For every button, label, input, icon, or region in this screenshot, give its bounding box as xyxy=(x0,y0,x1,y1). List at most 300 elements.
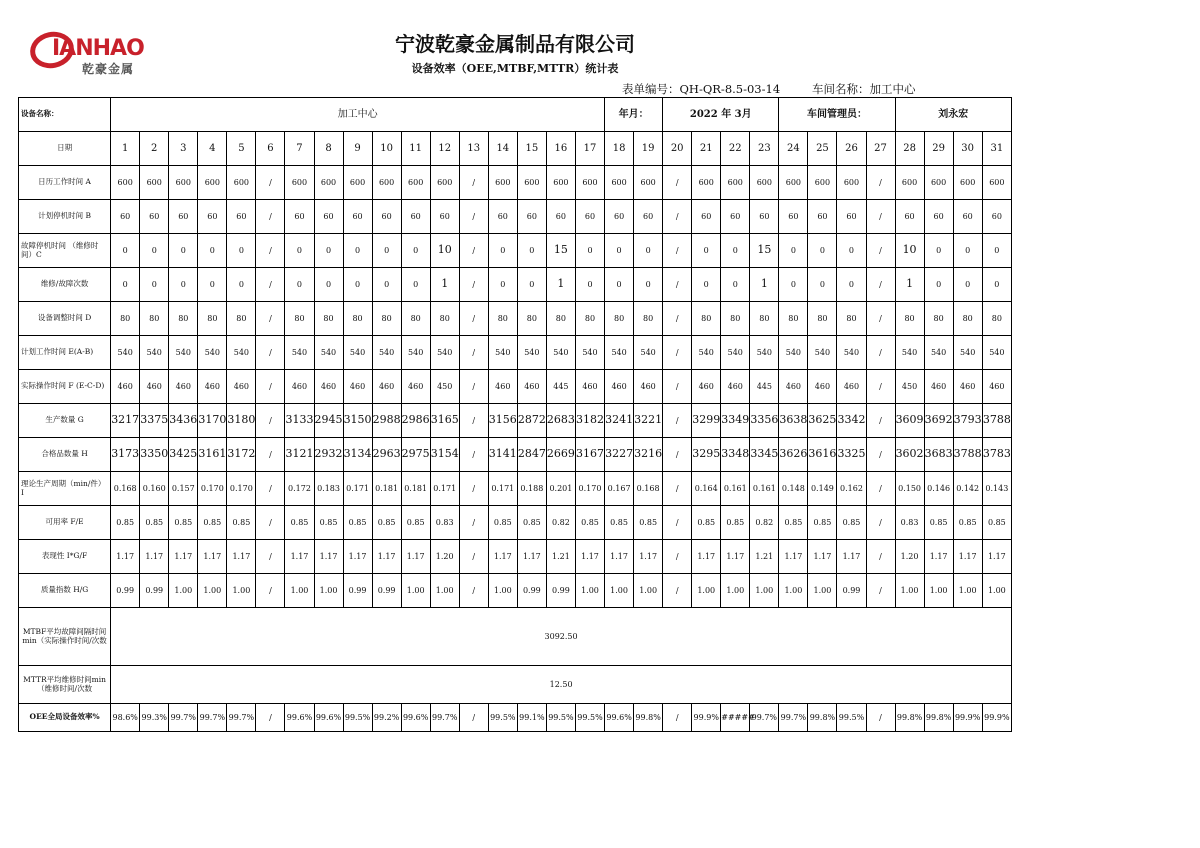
metric-value: 60 xyxy=(401,200,430,234)
metric-value: 600 xyxy=(430,166,459,200)
metric-value: 460 xyxy=(227,370,256,404)
metric-value: 0.85 xyxy=(692,506,721,540)
day-number: 30 xyxy=(953,132,982,166)
metric-row xyxy=(19,438,1012,472)
metric-value: 1.00 xyxy=(895,574,924,608)
metric-value: 0.170 xyxy=(198,472,227,506)
metric-value: 3172 xyxy=(227,438,256,472)
day-number: 13 xyxy=(459,132,488,166)
metric-value: 3295 xyxy=(692,438,721,472)
metric-value: 60 xyxy=(546,200,575,234)
metric-value: 3221 xyxy=(634,404,663,438)
metric-value: 0.167 xyxy=(605,472,634,506)
oee-value: 99.7% xyxy=(779,704,808,732)
metric-value: 0 xyxy=(692,234,721,268)
metric-value: 1.00 xyxy=(953,574,982,608)
metric-value: 0.85 xyxy=(517,506,546,540)
day-number: 3 xyxy=(169,132,198,166)
metric-value: / xyxy=(459,166,488,200)
metric-value: 0 xyxy=(140,268,169,302)
metric-value: 0.171 xyxy=(488,472,517,506)
metric-value: 3375 xyxy=(140,404,169,438)
metric-value: 3121 xyxy=(285,438,314,472)
metric-value: 0.201 xyxy=(546,472,575,506)
metric-value: 0.85 xyxy=(314,506,343,540)
metric-value: 1.17 xyxy=(140,540,169,574)
metric-value: 3182 xyxy=(575,404,604,438)
metric-value: / xyxy=(256,574,285,608)
metric-value: 0.170 xyxy=(575,472,604,506)
metric-value: 460 xyxy=(111,370,140,404)
metric-value: 540 xyxy=(779,336,808,370)
metric-value: 10 xyxy=(895,234,924,268)
metric-value: 0.85 xyxy=(488,506,517,540)
metric-value: 80 xyxy=(140,302,169,336)
metric-value: 0 xyxy=(634,268,663,302)
oee-value: / xyxy=(459,704,488,732)
metric-value: 1.17 xyxy=(692,540,721,574)
metric-value: 0.85 xyxy=(837,506,866,540)
metric-value: 0.85 xyxy=(140,506,169,540)
oee-value: 99.9% xyxy=(953,704,982,732)
oee-value: 99.1% xyxy=(517,704,546,732)
day-number: 25 xyxy=(808,132,837,166)
metric-value: / xyxy=(663,404,692,438)
metric-value: 1.00 xyxy=(779,574,808,608)
metric-value: 0 xyxy=(837,268,866,302)
metric-row xyxy=(19,200,1012,234)
metric-value: 3325 xyxy=(837,438,866,472)
metric-value: 0.85 xyxy=(924,506,953,540)
metric-value: 540 xyxy=(721,336,750,370)
company-title: 宁波乾豪金属制品有限公司 xyxy=(395,32,635,56)
days-row xyxy=(19,132,1012,166)
metric-value: 600 xyxy=(314,166,343,200)
metric-value: 3638 xyxy=(779,404,808,438)
metric-value: 0 xyxy=(314,234,343,268)
metric-value: 0.146 xyxy=(924,472,953,506)
day-number: 29 xyxy=(924,132,953,166)
metric-value: 3436 xyxy=(169,404,198,438)
metric-value: 80 xyxy=(953,302,982,336)
metric-value: / xyxy=(663,506,692,540)
metric-value: 540 xyxy=(372,336,401,370)
day-number: 4 xyxy=(198,132,227,166)
metric-value: 3241 xyxy=(605,404,634,438)
metric-value: 1.00 xyxy=(430,574,459,608)
metric-value: 1.00 xyxy=(750,574,779,608)
metric-value: 80 xyxy=(721,302,750,336)
metric-value: 540 xyxy=(546,336,575,370)
metric-value: 540 xyxy=(605,336,634,370)
metric-value: 3616 xyxy=(808,438,837,472)
metric-row xyxy=(19,166,1012,200)
metric-value: 1.00 xyxy=(227,574,256,608)
metric-value: 450 xyxy=(895,370,924,404)
metric-value: 0 xyxy=(198,268,227,302)
metric-value: 0 xyxy=(721,268,750,302)
metric-value: 540 xyxy=(982,336,1011,370)
logo-subtext: 乾豪金属 xyxy=(82,62,135,76)
metric-value: 0 xyxy=(488,234,517,268)
metric-value: 0.85 xyxy=(372,506,401,540)
metric-value: 0.142 xyxy=(953,472,982,506)
metric-value: / xyxy=(256,234,285,268)
metric-value: 2669 xyxy=(546,438,575,472)
metric-value: 1.17 xyxy=(198,540,227,574)
oee-value: 99.2% xyxy=(372,704,401,732)
metric-value: 1.00 xyxy=(692,574,721,608)
oee-value: 99.8% xyxy=(808,704,837,732)
metric-value: 60 xyxy=(692,200,721,234)
metric-value: 0 xyxy=(372,234,401,268)
metric-value: 1.00 xyxy=(808,574,837,608)
metric-value: / xyxy=(256,166,285,200)
metric-value: 80 xyxy=(314,302,343,336)
day-number: 14 xyxy=(488,132,517,166)
metric-value: 540 xyxy=(750,336,779,370)
metric-value: 0.99 xyxy=(343,574,372,608)
metric-value: 0 xyxy=(692,268,721,302)
oee-value: 99.6% xyxy=(314,704,343,732)
metric-value: 1.17 xyxy=(517,540,546,574)
metric-value: 540 xyxy=(692,336,721,370)
metric-value: / xyxy=(866,574,895,608)
metric-value: 3216 xyxy=(634,438,663,472)
metric-value: 0.150 xyxy=(895,472,924,506)
metric-value: 2988 xyxy=(372,404,401,438)
metric-value: 1.17 xyxy=(575,540,604,574)
oee-value: 99.7% xyxy=(430,704,459,732)
metric-row xyxy=(19,336,1012,370)
metric-value: 460 xyxy=(605,370,634,404)
metric-value: / xyxy=(256,472,285,506)
metric-value: 60 xyxy=(837,200,866,234)
metric-value: 2683 xyxy=(546,404,575,438)
oee-value: / xyxy=(866,704,895,732)
metric-row xyxy=(19,574,1012,608)
metric-value: 0.85 xyxy=(721,506,750,540)
metric-value: 0 xyxy=(227,234,256,268)
metric-value: 3356 xyxy=(750,404,779,438)
metric-value: 1.00 xyxy=(169,574,198,608)
metric-value: 80 xyxy=(895,302,924,336)
metric-value: 3150 xyxy=(343,404,372,438)
metric-row xyxy=(19,268,1012,302)
metric-value: 600 xyxy=(605,166,634,200)
metric-value: 600 xyxy=(169,166,198,200)
metric-value: 0 xyxy=(198,234,227,268)
metric-value: 0.99 xyxy=(140,574,169,608)
metric-value: / xyxy=(256,404,285,438)
metric-value: 0.85 xyxy=(111,506,140,540)
metric-value: 600 xyxy=(953,166,982,200)
metric-value: / xyxy=(459,506,488,540)
metric-value: 60 xyxy=(111,200,140,234)
day-number: 28 xyxy=(895,132,924,166)
metric-value: 460 xyxy=(314,370,343,404)
metric-value: 540 xyxy=(111,336,140,370)
metric-value: 540 xyxy=(924,336,953,370)
metric-value: 80 xyxy=(111,302,140,336)
metric-value: 600 xyxy=(634,166,663,200)
metric-value: 1.00 xyxy=(982,574,1011,608)
metric-value: / xyxy=(459,370,488,404)
metric-value: 60 xyxy=(140,200,169,234)
metric-value: / xyxy=(256,200,285,234)
metric-value: 0 xyxy=(924,234,953,268)
metric-value: 460 xyxy=(140,370,169,404)
metric-value: 445 xyxy=(750,370,779,404)
metric-value: 460 xyxy=(343,370,372,404)
metric-value: 0.99 xyxy=(111,574,140,608)
metric-value: 460 xyxy=(982,370,1011,404)
metric-label: 计划工作时间 E(A-B) xyxy=(19,336,111,370)
metric-value: / xyxy=(866,302,895,336)
metric-label: 计划停机时间 B xyxy=(19,200,111,234)
day-number: 5 xyxy=(227,132,256,166)
metric-value: / xyxy=(459,472,488,506)
metric-label: 表现性 I*G/F xyxy=(19,540,111,574)
oee-statistics-table xyxy=(18,97,1012,732)
metric-row xyxy=(19,302,1012,336)
metric-value: 460 xyxy=(779,370,808,404)
metric-value: 60 xyxy=(808,200,837,234)
day-number: 27 xyxy=(866,132,895,166)
metric-value: 0 xyxy=(575,234,604,268)
metric-value: 540 xyxy=(488,336,517,370)
oee-value: 99.8% xyxy=(895,704,924,732)
metric-value: 3788 xyxy=(953,438,982,472)
metric-value: / xyxy=(256,336,285,370)
metric-value: 540 xyxy=(169,336,198,370)
logo-word: IANHAO xyxy=(52,36,144,61)
metric-value: 0.160 xyxy=(140,472,169,506)
workshop-name: 车间名称：加工中心 xyxy=(812,82,916,96)
metric-value: 60 xyxy=(605,200,634,234)
oee-value: / xyxy=(663,704,692,732)
oee-value: 98.6% xyxy=(111,704,140,732)
metric-value: 460 xyxy=(488,370,517,404)
metric-value: 80 xyxy=(779,302,808,336)
metric-row xyxy=(19,370,1012,404)
metric-value: 0.83 xyxy=(895,506,924,540)
metric-value: 0.82 xyxy=(750,506,779,540)
metric-value: 0.85 xyxy=(285,506,314,540)
metric-value: 80 xyxy=(575,302,604,336)
mtbf-row xyxy=(19,608,1012,666)
metric-value: 80 xyxy=(430,302,459,336)
day-number: 7 xyxy=(285,132,314,166)
metric-value: 0.188 xyxy=(517,472,546,506)
metric-value: 80 xyxy=(924,302,953,336)
metric-value: 0 xyxy=(140,234,169,268)
metric-value: 0 xyxy=(111,268,140,302)
metric-value: 60 xyxy=(343,200,372,234)
metric-value: 460 xyxy=(575,370,604,404)
metric-value: 460 xyxy=(517,370,546,404)
metric-value: / xyxy=(459,268,488,302)
metric-value: 0.85 xyxy=(198,506,227,540)
metric-value: 1.17 xyxy=(401,540,430,574)
metric-value: 3299 xyxy=(692,404,721,438)
day-number: 20 xyxy=(663,132,692,166)
metric-value: 460 xyxy=(721,370,750,404)
metric-value: 460 xyxy=(924,370,953,404)
metric-value: 3227 xyxy=(605,438,634,472)
metric-label: 生产数量 G xyxy=(19,404,111,438)
metric-value: 3692 xyxy=(924,404,953,438)
oee-value: 99.7% xyxy=(169,704,198,732)
metric-value: 460 xyxy=(837,370,866,404)
metric-value: 460 xyxy=(634,370,663,404)
metric-value: 460 xyxy=(808,370,837,404)
metric-value: 1.17 xyxy=(837,540,866,574)
metric-value: 540 xyxy=(634,336,663,370)
metric-value: 60 xyxy=(517,200,546,234)
metric-value: 0.161 xyxy=(750,472,779,506)
metric-value: 1.17 xyxy=(343,540,372,574)
metric-value: 460 xyxy=(169,370,198,404)
metric-value: 540 xyxy=(895,336,924,370)
metric-value: 3609 xyxy=(895,404,924,438)
metric-value: 1.17 xyxy=(779,540,808,574)
metric-label: 实际操作时间 F (E-C-D) xyxy=(19,370,111,404)
metric-value: 60 xyxy=(779,200,808,234)
day-number: 8 xyxy=(314,132,343,166)
metric-value: 1.17 xyxy=(314,540,343,574)
metric-value: 0 xyxy=(343,234,372,268)
day-number: 9 xyxy=(343,132,372,166)
metric-value: / xyxy=(663,200,692,234)
metric-value: 60 xyxy=(721,200,750,234)
form-number: 表单编号：QH-QR-8.5-03-14 xyxy=(622,82,781,96)
metric-value: 80 xyxy=(227,302,256,336)
metric-value: 600 xyxy=(401,166,430,200)
metric-value: 540 xyxy=(808,336,837,370)
metric-value: 60 xyxy=(372,200,401,234)
metric-value: 3167 xyxy=(575,438,604,472)
metric-value: 80 xyxy=(372,302,401,336)
metric-row xyxy=(19,234,1012,268)
metric-value: 80 xyxy=(401,302,430,336)
metric-value: 0 xyxy=(808,234,837,268)
oee-value: ##### xyxy=(721,704,750,732)
metric-value: 460 xyxy=(692,370,721,404)
metric-value: 0 xyxy=(634,234,663,268)
metric-row xyxy=(19,404,1012,438)
metric-value: 0.99 xyxy=(837,574,866,608)
metric-value: 0.168 xyxy=(111,472,140,506)
metric-value: 0.85 xyxy=(169,506,198,540)
metric-value: 540 xyxy=(517,336,546,370)
metric-value: 15 xyxy=(750,234,779,268)
metric-value: 1.20 xyxy=(895,540,924,574)
metric-value: / xyxy=(663,302,692,336)
day-number: 24 xyxy=(779,132,808,166)
metric-value: 3683 xyxy=(924,438,953,472)
metric-label: 理论生产周期（min/件）I xyxy=(19,472,111,506)
metric-value: / xyxy=(663,438,692,472)
metric-value: 1.00 xyxy=(924,574,953,608)
metric-value: 1.17 xyxy=(111,540,140,574)
oee-label: OEE全局设备效率% xyxy=(19,704,111,732)
mtbf-label: MTBF平均故障间隔时间min（实际操作时间/次数 xyxy=(19,608,111,666)
metric-value: 3345 xyxy=(750,438,779,472)
metric-value: 0.85 xyxy=(401,506,430,540)
metric-value: 0 xyxy=(808,268,837,302)
oee-value: 99.5% xyxy=(837,704,866,732)
metric-value: 1.17 xyxy=(808,540,837,574)
metric-value: 540 xyxy=(575,336,604,370)
metric-value: 0.172 xyxy=(285,472,314,506)
metric-value: 0 xyxy=(227,268,256,302)
metric-label: 故障停机时间 （维修时间）C xyxy=(19,234,111,268)
metric-value: 540 xyxy=(343,336,372,370)
metric-value: 0 xyxy=(721,234,750,268)
metric-value: 600 xyxy=(721,166,750,200)
metric-value: / xyxy=(663,336,692,370)
metric-value: 60 xyxy=(982,200,1011,234)
metric-value: 1.17 xyxy=(605,540,634,574)
metric-value: 3141 xyxy=(488,438,517,472)
metric-value: / xyxy=(459,574,488,608)
metric-value: 60 xyxy=(895,200,924,234)
metric-value: 0.170 xyxy=(227,472,256,506)
header-row xyxy=(19,98,1012,132)
metric-value: 80 xyxy=(517,302,546,336)
metric-value: 540 xyxy=(953,336,982,370)
metric-value: 600 xyxy=(285,166,314,200)
equipment-label: 设备名称： xyxy=(19,98,111,132)
metric-value: 2932 xyxy=(314,438,343,472)
metric-value: 0 xyxy=(779,268,808,302)
metric-value: / xyxy=(459,234,488,268)
metric-value: / xyxy=(459,438,488,472)
day-number: 1 xyxy=(111,132,140,166)
metric-value: / xyxy=(663,574,692,608)
metric-value: / xyxy=(866,438,895,472)
metric-value: 2847 xyxy=(517,438,546,472)
metric-value: 1.17 xyxy=(953,540,982,574)
mttr-label: MTTR平均维修时间min（维修时间/次数 xyxy=(19,666,111,704)
metric-value: 3788 xyxy=(982,404,1011,438)
metric-value: 3602 xyxy=(895,438,924,472)
metric-value: 460 xyxy=(953,370,982,404)
metric-value: 3173 xyxy=(111,438,140,472)
metric-value: / xyxy=(256,540,285,574)
day-number: 11 xyxy=(401,132,430,166)
metric-value: 60 xyxy=(227,200,256,234)
metric-value: / xyxy=(866,370,895,404)
metric-row xyxy=(19,472,1012,506)
metric-value: 1.00 xyxy=(634,574,663,608)
metric-value: 1.17 xyxy=(982,540,1011,574)
metric-row xyxy=(19,506,1012,540)
metric-value: 1.17 xyxy=(227,540,256,574)
metric-label: 质量指数 H/G xyxy=(19,574,111,608)
metric-value: 3165 xyxy=(430,404,459,438)
metric-value: / xyxy=(256,370,285,404)
metric-value: 0 xyxy=(372,268,401,302)
metric-value: 1.00 xyxy=(605,574,634,608)
metric-value: 0 xyxy=(837,234,866,268)
metric-value: 0 xyxy=(343,268,372,302)
metric-value: / xyxy=(663,370,692,404)
metric-value: 60 xyxy=(430,200,459,234)
metric-value: 0.161 xyxy=(721,472,750,506)
metric-value: / xyxy=(459,336,488,370)
